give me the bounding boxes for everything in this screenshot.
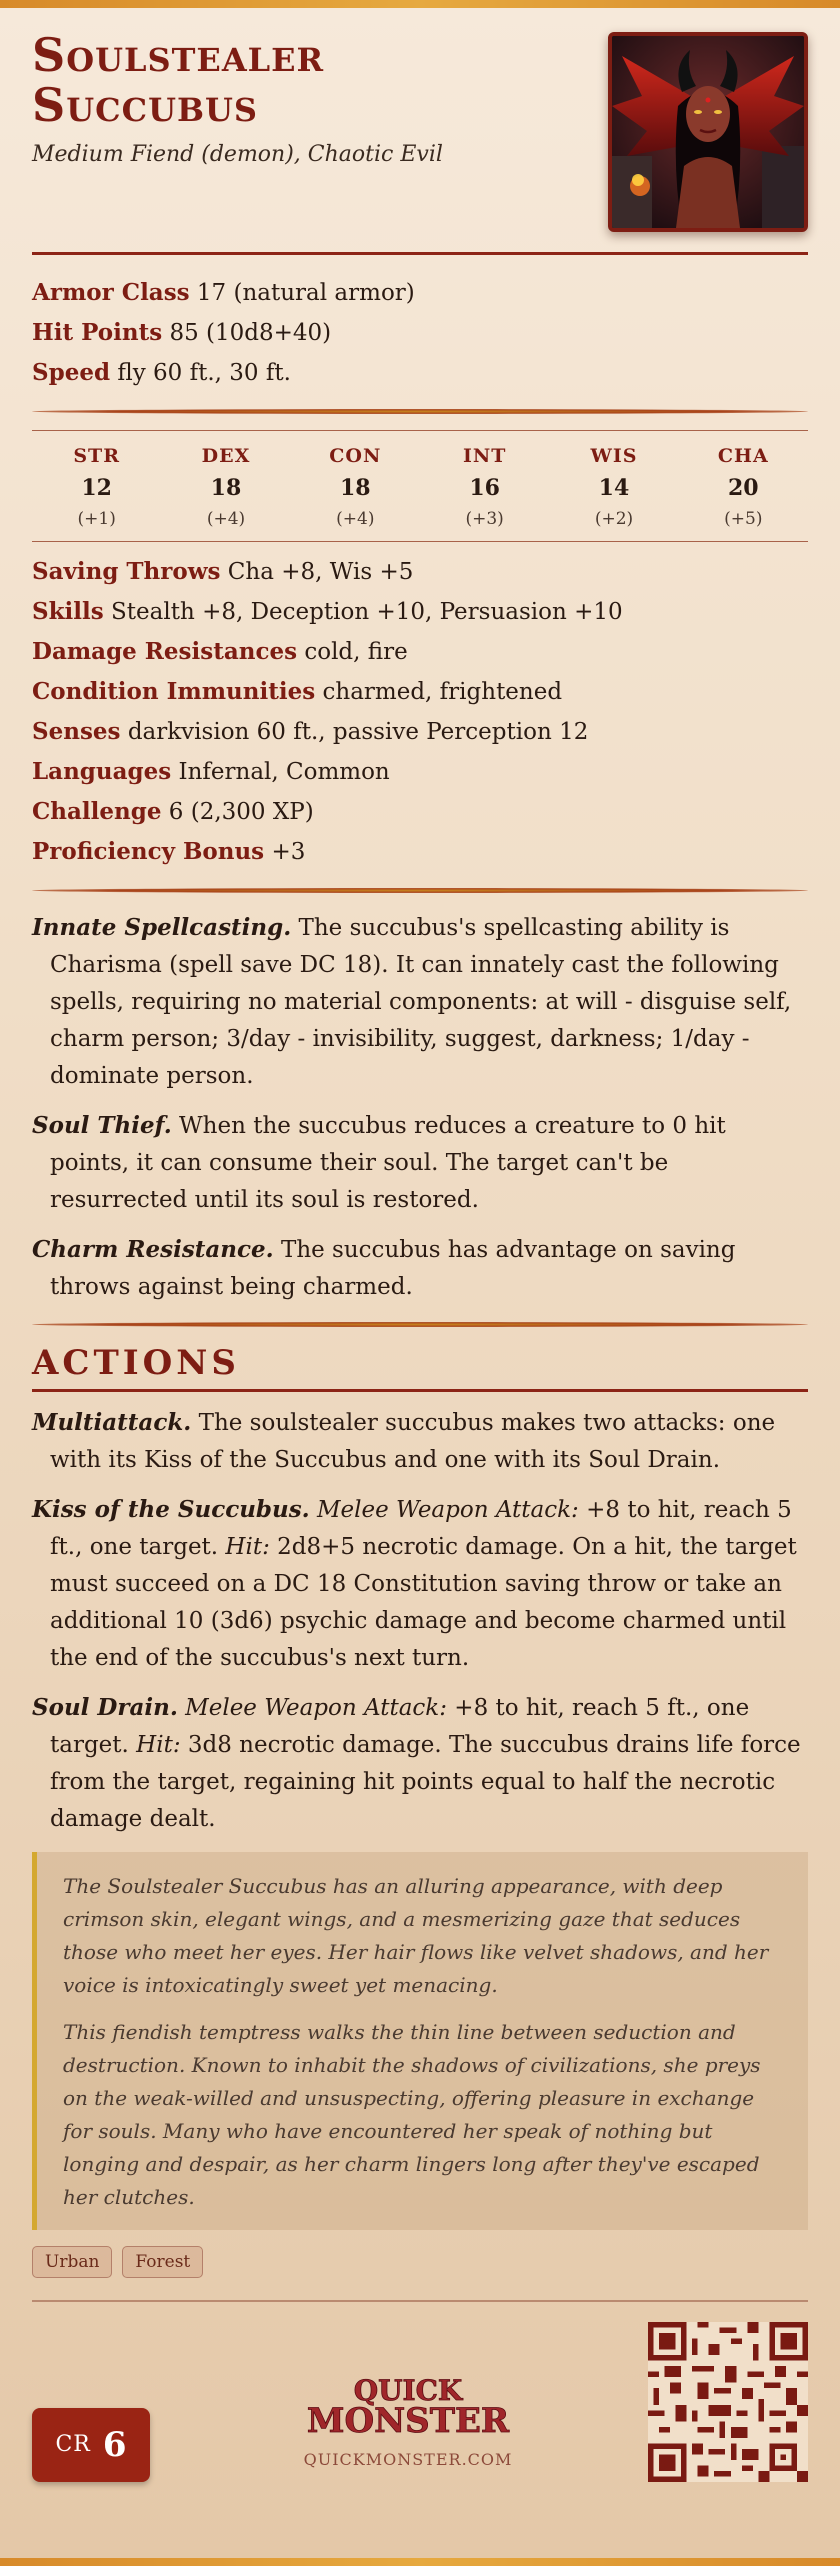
cr-label: CR bbox=[55, 2432, 91, 2457]
environment-tags bbox=[32, 2246, 808, 2278]
cr-value: 6 bbox=[102, 2424, 127, 2465]
ability-score: 18 bbox=[340, 475, 371, 501]
quickmonster-logo[interactable] bbox=[288, 2370, 528, 2469]
ability-scores bbox=[32, 430, 808, 542]
detail-value: Stealth +8, Deception +10, Persuasion +10 bbox=[111, 599, 623, 625]
hit-points-value: 85 (10d8+40) bbox=[169, 320, 332, 346]
detail-value: charmed, frightened bbox=[322, 679, 563, 705]
attack-details: +8 to hit, reach 5 ft., one target. bbox=[50, 1695, 750, 1758]
tapered-divider bbox=[32, 888, 808, 893]
secondary-properties bbox=[32, 552, 808, 872]
ability-str bbox=[32, 445, 161, 529]
detail-label: Skills bbox=[32, 598, 104, 625]
ability-modifier: (+3) bbox=[465, 509, 504, 529]
trait-name: Innate Spellcasting. bbox=[32, 914, 292, 941]
trait-text: The succubus has advantage on saving throws against being charmed. bbox=[50, 1237, 736, 1300]
ability-modifier: (+4) bbox=[206, 509, 246, 529]
monster-name-line1: Soulstealer bbox=[32, 28, 325, 82]
condition-immunities bbox=[32, 672, 808, 712]
trait-charm-resistance bbox=[32, 1231, 808, 1306]
detail-value: 6 (2,300 XP) bbox=[168, 799, 314, 825]
ability-modifier: (+4) bbox=[336, 509, 375, 529]
actions-heading-text: ACTIONS bbox=[32, 1343, 240, 1383]
detail-label: Saving Throws bbox=[32, 558, 221, 585]
detail-value: Infernal, Common bbox=[178, 759, 390, 785]
ability-score: 16 bbox=[469, 475, 500, 501]
ability-wis bbox=[549, 445, 678, 529]
saving-throws bbox=[32, 552, 808, 592]
armor-class-label: Armor Class bbox=[32, 279, 190, 306]
ability-score: 18 bbox=[210, 475, 242, 501]
ability-int bbox=[420, 445, 549, 529]
action-multiattack bbox=[32, 1404, 808, 1479]
detail-value: darkvision 60 ft., passive Perception 12 bbox=[127, 719, 589, 745]
action-name: Multiattack. bbox=[32, 1409, 192, 1436]
attack-details: +8 to hit, reach 5 ft., one target. bbox=[50, 1497, 792, 1560]
hit-points-label: Hit Points bbox=[32, 319, 163, 346]
ability-modifier: (+5) bbox=[724, 509, 763, 529]
ability-name: DEX bbox=[201, 445, 251, 467]
proficiency-bonus bbox=[32, 832, 808, 872]
languages bbox=[32, 752, 808, 792]
attack-type: Melee Weapon Attack: bbox=[317, 1497, 579, 1523]
damage-resistances bbox=[32, 632, 808, 672]
speed bbox=[32, 353, 808, 393]
detail-label: Senses bbox=[32, 718, 121, 745]
lore-box bbox=[32, 1852, 808, 2230]
ability-dex bbox=[161, 445, 290, 529]
lore-paragraph: This fiendish temptress walks the thin line between seduction and destruction. Known to inhabit the shadows of civilizations, she preys on the weak-willed and unsuspecting, offering pleasure in exchange for souls. Many who have encountered her speak of nothing but longing and despair, as her charm lingers long after they've escaped her clutches. bbox=[63, 2020, 761, 2209]
action-text: 2d8+5 necrotic damage. On a hit, the target must succeed on a DC 18 Constitution saving throw or take an additional 10 (3d6) psychic damage and become charmed until the end of the succubus's next turn. bbox=[50, 1534, 797, 1671]
detail-value: cold, fire bbox=[304, 639, 408, 665]
monster-type: Medium Fiend (demon), Chaotic Evil bbox=[32, 142, 443, 167]
ability-name: CHA bbox=[717, 445, 769, 467]
ability-cha bbox=[679, 445, 808, 529]
tag-forest[interactable]: Forest bbox=[122, 2246, 203, 2278]
detail-value: Cha +8, Wis +5 bbox=[227, 559, 414, 585]
actions bbox=[32, 1404, 808, 1838]
logo-line1: QUICK bbox=[353, 2373, 463, 2407]
stat-block bbox=[32, 30, 808, 2492]
detail-label: Damage Resistances bbox=[32, 638, 298, 665]
challenge bbox=[32, 792, 808, 832]
hit-label: Hit: bbox=[225, 1534, 270, 1560]
trait-name: Charm Resistance. bbox=[32, 1236, 274, 1263]
qr-code-icon[interactable] bbox=[648, 2322, 808, 2482]
traits bbox=[32, 909, 808, 1306]
trait-text: The succubus's spellcasting ability is Charisma (spell save DC 18). It can innately cast the following spells, requiring no material components: at will - disguise self, charm person; 3/day - invisibility, suggest, darkness; 1/day - dominate person. bbox=[50, 915, 792, 1089]
ability-modifier: (+2) bbox=[594, 509, 634, 529]
ability-name: INT bbox=[462, 445, 507, 467]
monster-name-line2: Succubus bbox=[32, 78, 259, 132]
trait-name: Soul Thief. bbox=[32, 1112, 172, 1139]
senses bbox=[32, 712, 808, 752]
header bbox=[32, 30, 808, 252]
qr-code-graphic bbox=[648, 2322, 808, 2482]
skills bbox=[32, 592, 808, 632]
ability-con bbox=[291, 445, 420, 529]
hit-points bbox=[32, 313, 808, 353]
attack-type: Melee Weapon Attack: bbox=[185, 1695, 447, 1721]
trait-text: When the succubus reduces a creature to 0 hit points, it can consume their soul. The target can't be resurrected until its soul is restored. bbox=[50, 1113, 726, 1213]
top-accent-bar bbox=[0, 0, 840, 8]
footer bbox=[32, 2302, 808, 2492]
action-name: Kiss of the Succubus. bbox=[32, 1496, 310, 1523]
detail-value: +3 bbox=[271, 839, 306, 865]
armor-class-value: 17 (natural armor) bbox=[196, 280, 415, 306]
header-divider bbox=[32, 252, 808, 255]
ability-score: 20 bbox=[727, 475, 759, 501]
detail-label: Challenge bbox=[32, 798, 162, 825]
succubus-portrait-icon bbox=[608, 32, 808, 232]
tapered-divider bbox=[32, 409, 808, 414]
trait-soul-thief bbox=[32, 1107, 808, 1219]
action-soul-drain bbox=[32, 1689, 808, 1838]
trait-innate-spellcasting bbox=[32, 909, 808, 1095]
speed-label: Speed bbox=[32, 359, 111, 386]
action-kiss-of-the-succubus bbox=[32, 1491, 808, 1677]
logo-line2: MONSTER bbox=[306, 2400, 510, 2440]
armor-class bbox=[32, 273, 808, 313]
detail-label: Languages bbox=[32, 758, 172, 785]
hit-label: Hit: bbox=[136, 1732, 181, 1758]
action-text: 3d8 necrotic damage. The succubus drains life force from the target, regaining hit points equal to half the necrotic damage dealt. bbox=[50, 1732, 801, 1832]
tag-urban[interactable]: Urban bbox=[32, 2246, 112, 2278]
portrait-art bbox=[612, 36, 804, 228]
bottom-accent-bar bbox=[0, 2558, 840, 2566]
actions-heading bbox=[32, 1343, 808, 1392]
ability-name: STR bbox=[73, 445, 120, 467]
detail-label: Condition Immunities bbox=[32, 678, 316, 705]
ability-score: 12 bbox=[81, 475, 112, 501]
action-text: The soulstealer succubus makes two attacks: one with its Kiss of the Succubus and one with its Soul Drain. bbox=[50, 1410, 776, 1473]
cr-badge bbox=[32, 2408, 150, 2482]
lore-paragraph: The Soulstealer Succubus has an alluring appearance, with deep crimson skin, elegant wings, and a mesmerizing gaze that seduces those who meet her eyes. Her hair flows like velvet shadows, and her voice is intoxicatingly sweet yet menacing. bbox=[63, 1874, 769, 1997]
ability-score: 14 bbox=[598, 475, 630, 501]
speed-value: fly 60 ft., 30 ft. bbox=[117, 360, 291, 386]
detail-label: Proficiency Bonus bbox=[32, 838, 265, 865]
tapered-divider bbox=[32, 1322, 808, 1327]
ability-name: CON bbox=[329, 445, 382, 467]
ability-name: WIS bbox=[590, 445, 638, 467]
core-properties bbox=[32, 273, 808, 393]
ability-modifier: (+1) bbox=[77, 509, 116, 529]
action-name: Soul Drain. bbox=[32, 1694, 178, 1721]
monster-name bbox=[32, 30, 592, 130]
logo-url[interactable]: QUICKMONSTER.COM bbox=[303, 2449, 513, 2469]
logo-wordmark bbox=[288, 2370, 528, 2440]
